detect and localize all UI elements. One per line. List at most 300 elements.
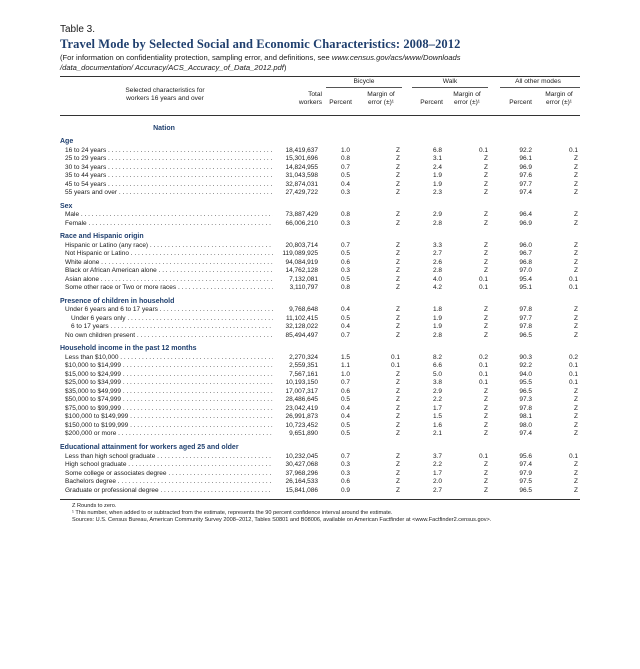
row-label: Graduate or professional degree . . . bbox=[65, 487, 273, 496]
walk-moe-cell: Z bbox=[484, 396, 488, 404]
other-moe-cell: Z bbox=[574, 250, 578, 258]
total-workers-cell: 18,419,637 bbox=[285, 146, 318, 154]
walk-moe-cell: Z bbox=[484, 314, 488, 322]
row-label: 55 years and over . . . bbox=[65, 189, 273, 198]
other-moe-cell: 0.1 bbox=[568, 370, 578, 378]
bicycle-percent-header: Percent bbox=[329, 99, 352, 106]
walk-moe-cell: Z bbox=[484, 155, 488, 163]
walk-percent-cell: 4.2 bbox=[432, 284, 442, 292]
bicycle-percent-cell: 0.3 bbox=[340, 267, 350, 275]
table-row bbox=[60, 470, 580, 479]
other-percent-cell: 97.5 bbox=[519, 478, 532, 486]
bicycle-moe-cell: Z bbox=[396, 241, 400, 249]
total-workers-cell: 3,110,797 bbox=[289, 284, 318, 292]
bicycle-moe-cell: Z bbox=[396, 172, 400, 180]
table-row bbox=[60, 172, 580, 181]
table-row bbox=[60, 315, 580, 324]
walk-percent-cell: 2.9 bbox=[432, 211, 442, 219]
table-row bbox=[60, 164, 580, 173]
footnote-source: Sources: U.S. Census Bureau, American Community Survey 2008–2012, Tables S0801 and B08006, available on American Factfinder at <www.Factfinder2.census.gov>. bbox=[72, 517, 492, 524]
walk-moe-cell: Z bbox=[484, 486, 488, 494]
table-row bbox=[60, 211, 580, 220]
row-label: High school graduate . . . bbox=[65, 461, 273, 470]
other-percent-cell: 97.7 bbox=[519, 180, 532, 188]
table-document bbox=[60, 24, 580, 524]
total-workers-cell: 7,567,161 bbox=[289, 370, 318, 378]
other-moe-cell: Z bbox=[574, 421, 578, 429]
other-percent-cell: 97.4 bbox=[519, 430, 532, 438]
bicycle-percent-cell: 0.5 bbox=[340, 396, 350, 404]
bicycle-percent-cell: 0.3 bbox=[340, 219, 350, 227]
table-row bbox=[60, 276, 580, 285]
bicycle-percent-cell: 0.6 bbox=[340, 387, 350, 395]
walk-moe-line2: error (±)¹ bbox=[454, 99, 480, 106]
walk-moe-cell: 0.1 bbox=[478, 275, 488, 283]
bicycle-percent-cell: 0.4 bbox=[340, 180, 350, 188]
bicycle-moe-cell: Z bbox=[396, 387, 400, 395]
table-row bbox=[60, 388, 580, 397]
total-workers-cell: 23,042,419 bbox=[285, 404, 318, 412]
table-bottom-rule bbox=[60, 499, 580, 500]
other-moe-cell: Z bbox=[574, 413, 578, 421]
walk-percent-cell: 1.9 bbox=[432, 172, 442, 180]
other-percent-cell: 96.1 bbox=[519, 155, 532, 163]
total-workers-cell: 2,270,324 bbox=[289, 353, 318, 361]
row-label: Some college or associates degree . . . bbox=[65, 470, 273, 479]
walk-header-rule bbox=[412, 87, 488, 88]
total-workers-cell: 66,006,210 bbox=[285, 219, 318, 227]
other-moe-cell: Z bbox=[574, 267, 578, 275]
table-row bbox=[60, 371, 580, 380]
table-title: Travel Mode by Selected Social and Economic Characteristics: 2008–2012 bbox=[60, 37, 461, 51]
walk-percent-cell: 5.0 bbox=[432, 370, 442, 378]
other-moe-cell: Z bbox=[574, 189, 578, 197]
table-row bbox=[60, 478, 580, 487]
total-workers-cell: 73,887,429 bbox=[285, 211, 318, 219]
row-label: Bachelors degree . . . bbox=[65, 478, 273, 487]
walk-percent-cell: 3.3 bbox=[432, 241, 442, 249]
bicycle-percent-cell: 0.6 bbox=[340, 478, 350, 486]
other-percent-cell: 97.9 bbox=[519, 469, 532, 477]
other-percent-cell: 94.0 bbox=[519, 370, 532, 378]
walk-moe-cell: Z bbox=[484, 189, 488, 197]
bicycle-moe-cell: Z bbox=[396, 370, 400, 378]
total-workers-cell: 94,084,919 bbox=[285, 258, 318, 266]
walk-moe-cell: Z bbox=[484, 172, 488, 180]
walk-moe-line1: Margin of bbox=[453, 91, 481, 98]
walk-percent-cell: 6.8 bbox=[432, 146, 442, 154]
bicycle-percent-cell: 0.5 bbox=[340, 172, 350, 180]
walk-moe-cell: Z bbox=[484, 478, 488, 486]
row-label: $100,000 to $149,999 . . . bbox=[65, 413, 273, 422]
table-header bbox=[60, 76, 580, 132]
other-percent-cell: 96.5 bbox=[519, 486, 532, 494]
other-header-rule bbox=[500, 87, 580, 88]
row-label: Less than $10,000 . . . bbox=[65, 354, 273, 363]
bicycle-moe-cell: Z bbox=[396, 180, 400, 188]
walk-moe-cell: Z bbox=[484, 331, 488, 339]
bicycle-moe-cell: Z bbox=[396, 396, 400, 404]
bicycle-percent-cell: 0.4 bbox=[340, 413, 350, 421]
bicycle-moe-cell: Z bbox=[396, 379, 400, 387]
other-percent-cell: 96.7 bbox=[519, 250, 532, 258]
bicycle-moe-cell: Z bbox=[396, 306, 400, 314]
total-workers-cell: 32,128,022 bbox=[285, 323, 318, 331]
bicycle-moe-line2: error (±)¹ bbox=[368, 99, 394, 106]
row-label: Under 6 years and 6 to 17 years . . . bbox=[65, 306, 273, 315]
bicycle-moe-cell: Z bbox=[396, 413, 400, 421]
other-moe-cell: 0.1 bbox=[568, 146, 578, 154]
footnote-z: Z Rounds to zero. bbox=[72, 503, 117, 510]
section-title: Presence of children in household bbox=[60, 297, 175, 305]
walk-percent-cell: 2.2 bbox=[432, 461, 442, 469]
other-percent-cell: 96.0 bbox=[519, 241, 532, 249]
walk-percent-cell: 1.9 bbox=[432, 180, 442, 188]
note-close: ) bbox=[283, 62, 287, 72]
walk-percent-cell: 3.8 bbox=[432, 379, 442, 387]
row-label: $15,000 to $24,999 . . . bbox=[65, 371, 273, 380]
note-url-part-1: www.census.gov/acs/www/Downloads bbox=[331, 53, 461, 62]
other-percent-cell: 96.9 bbox=[519, 219, 532, 227]
row-label: $75,000 to $99,999 . . . bbox=[65, 405, 273, 414]
other-moe-cell: Z bbox=[574, 387, 578, 395]
other-moe-cell: 0.1 bbox=[568, 275, 578, 283]
other-percent-cell: 97.6 bbox=[519, 172, 532, 180]
table-row bbox=[60, 461, 580, 470]
row-label: Less than high school graduate . . . bbox=[65, 453, 273, 462]
walk-moe-cell: Z bbox=[484, 250, 488, 258]
row-label: Female . . . bbox=[65, 220, 273, 229]
walk-percent-cell: 1.9 bbox=[432, 314, 442, 322]
bicycle-percent-cell: 0.4 bbox=[340, 404, 350, 412]
bicycle-percent-cell: 0.5 bbox=[340, 275, 350, 283]
table-section bbox=[60, 138, 580, 198]
walk-percent-cell: 3.7 bbox=[432, 452, 442, 460]
table-section bbox=[60, 298, 580, 341]
bicycle-moe-cell: Z bbox=[396, 267, 400, 275]
walk-moe-cell: Z bbox=[484, 306, 488, 314]
walk-moe-cell: Z bbox=[484, 219, 488, 227]
walk-percent-cell: 6.6 bbox=[432, 362, 442, 370]
table-row bbox=[60, 242, 580, 251]
bicycle-moe-cell: Z bbox=[396, 189, 400, 197]
row-label: $35,000 to $49,999 . . . bbox=[65, 388, 273, 397]
row-label: 16 to 24 years . . . bbox=[65, 147, 273, 156]
other-percent-cell: 95.1 bbox=[519, 284, 532, 292]
table-section bbox=[60, 444, 580, 495]
table-row bbox=[60, 405, 580, 414]
walk-moe-cell: Z bbox=[484, 469, 488, 477]
bicycle-moe-cell: Z bbox=[396, 155, 400, 163]
row-label: Under 6 years only . . . bbox=[71, 315, 273, 324]
characteristics-header-line2: workers 16 years and over bbox=[126, 95, 204, 102]
nation-label: Nation bbox=[153, 125, 175, 132]
other-percent-cell: 90.3 bbox=[519, 353, 532, 361]
row-label: 35 to 44 years . . . bbox=[65, 172, 273, 181]
total-workers-cell: 28,486,645 bbox=[285, 396, 318, 404]
bicycle-moe-cell: Z bbox=[396, 323, 400, 331]
other-percent-cell: 97.4 bbox=[519, 461, 532, 469]
other-percent-cell: 98.1 bbox=[519, 413, 532, 421]
walk-percent-cell: 2.3 bbox=[432, 189, 442, 197]
bicycle-percent-cell: 1.0 bbox=[340, 370, 350, 378]
total-workers-cell: 15,841,086 bbox=[285, 486, 318, 494]
table-row bbox=[60, 181, 580, 190]
total-workers-cell: 10,193,150 bbox=[285, 379, 318, 387]
other-moe-cell: Z bbox=[574, 180, 578, 188]
other-percent-cell: 96.5 bbox=[519, 331, 532, 339]
other-moe-header bbox=[538, 91, 580, 107]
total-workers-cell: 15,301,696 bbox=[285, 155, 318, 163]
row-label: $150,000 to $199,999 . . . bbox=[65, 422, 273, 431]
walk-percent-cell: 1.7 bbox=[432, 404, 442, 412]
row-label: $50,000 to $74,999 . . . bbox=[65, 396, 273, 405]
bicycle-header: Bicycle bbox=[353, 78, 375, 85]
walk-percent-cell: 2.1 bbox=[432, 430, 442, 438]
walk-moe-cell: Z bbox=[484, 258, 488, 266]
walk-percent-cell: 2.8 bbox=[432, 331, 442, 339]
characteristics-header-line1: Selected characteristics for bbox=[125, 87, 205, 94]
total-workers-cell: 37,968,296 bbox=[285, 469, 318, 477]
other-moe-line1: Margin of bbox=[545, 91, 573, 98]
row-label: $200,000 or more . . . bbox=[65, 430, 273, 439]
walk-moe-cell: 0.2 bbox=[478, 353, 488, 361]
walk-percent-cell: 1.9 bbox=[432, 323, 442, 331]
table-section bbox=[60, 233, 580, 293]
walk-moe-cell: Z bbox=[484, 241, 488, 249]
bicycle-moe-cell: Z bbox=[396, 430, 400, 438]
walk-percent-cell: 4.0 bbox=[432, 275, 442, 283]
bicycle-percent-cell: 0.5 bbox=[340, 250, 350, 258]
other-moe-cell: Z bbox=[574, 163, 578, 171]
characteristics-header bbox=[60, 87, 270, 103]
section-title: Educational attainment for workers aged 25 and older bbox=[60, 443, 239, 451]
total-header-line2: workers bbox=[298, 99, 322, 106]
bicycle-percent-cell: 0.3 bbox=[340, 469, 350, 477]
table-row bbox=[60, 189, 580, 198]
other-moe-cell: Z bbox=[574, 314, 578, 322]
other-moe-cell: Z bbox=[574, 430, 578, 438]
walk-moe-cell: Z bbox=[484, 413, 488, 421]
bicycle-percent-cell: 0.7 bbox=[340, 452, 350, 460]
total-workers-cell: 14,824,955 bbox=[285, 163, 318, 171]
walk-percent-cell: 2.6 bbox=[432, 258, 442, 266]
total-workers-header bbox=[282, 91, 322, 107]
bicycle-moe-cell: Z bbox=[396, 146, 400, 154]
table-section bbox=[60, 203, 580, 229]
bicycle-moe-header bbox=[360, 91, 402, 107]
table-row bbox=[60, 323, 580, 332]
total-workers-cell: 119,089,925 bbox=[282, 250, 318, 258]
table-row bbox=[60, 220, 580, 229]
total-workers-cell: 11,102,415 bbox=[285, 314, 318, 322]
bicycle-percent-cell: 0.4 bbox=[340, 306, 350, 314]
other-percent-cell: 98.0 bbox=[519, 421, 532, 429]
table-row bbox=[60, 354, 580, 363]
other-moe-cell: Z bbox=[574, 404, 578, 412]
other-modes-header: All other modes bbox=[515, 78, 561, 85]
bicycle-percent-cell: 0.5 bbox=[340, 421, 350, 429]
walk-percent-cell: 2.2 bbox=[432, 396, 442, 404]
bicycle-moe-cell: Z bbox=[396, 314, 400, 322]
walk-moe-cell: Z bbox=[484, 211, 488, 219]
table-row bbox=[60, 155, 580, 164]
other-moe-cell: Z bbox=[574, 172, 578, 180]
table-row bbox=[60, 453, 580, 462]
bicycle-percent-cell: 0.8 bbox=[340, 211, 350, 219]
table-row bbox=[60, 413, 580, 422]
other-moe-cell: Z bbox=[574, 219, 578, 227]
footnote-moe: ¹ This number, when added to or subtracted from the estimate, represents the 90 percent confidence interval around the estimate. bbox=[72, 510, 393, 517]
table-row bbox=[60, 259, 580, 268]
total-workers-cell: 26,164,533 bbox=[285, 478, 318, 486]
total-header-line1: Total bbox=[308, 91, 322, 98]
table-row bbox=[60, 147, 580, 156]
walk-moe-cell: 0.1 bbox=[478, 284, 488, 292]
bicycle-percent-cell: 0.4 bbox=[340, 323, 350, 331]
other-moe-cell: Z bbox=[574, 241, 578, 249]
row-label: $10,000 to $14,999 . . . bbox=[65, 362, 273, 371]
walk-moe-cell: Z bbox=[484, 461, 488, 469]
walk-moe-cell: Z bbox=[484, 404, 488, 412]
other-percent-cell: 95.5 bbox=[519, 379, 532, 387]
table-row bbox=[60, 422, 580, 431]
walk-moe-cell: Z bbox=[484, 163, 488, 171]
bicycle-percent-cell: 0.9 bbox=[340, 486, 350, 494]
walk-percent-cell: 2.7 bbox=[432, 486, 442, 494]
walk-percent-cell: 2.7 bbox=[432, 250, 442, 258]
row-label: Not Hispanic or Latino . . . bbox=[65, 250, 273, 259]
bicycle-moe-cell: Z bbox=[396, 163, 400, 171]
total-workers-cell: 27,429,722 bbox=[285, 189, 318, 197]
table-row bbox=[60, 332, 580, 341]
table-row bbox=[60, 250, 580, 259]
walk-moe-cell: 0.1 bbox=[478, 370, 488, 378]
bicycle-percent-cell: 1.1 bbox=[340, 362, 350, 370]
other-moe-cell: Z bbox=[574, 306, 578, 314]
table-section bbox=[60, 345, 580, 439]
bicycle-percent-cell: 0.5 bbox=[340, 314, 350, 322]
walk-percent-cell: 1.7 bbox=[432, 469, 442, 477]
table-note bbox=[60, 53, 580, 72]
table-body bbox=[60, 138, 580, 495]
bicycle-percent-cell: 0.3 bbox=[340, 461, 350, 469]
note-url-part-2: /data_documentation/ Accuracy/ACS_Accuracy_of_Data_2012.pdf bbox=[60, 62, 284, 72]
bicycle-moe-cell: Z bbox=[396, 469, 400, 477]
walk-moe-cell: Z bbox=[484, 387, 488, 395]
bicycle-moe-cell: 0.1 bbox=[390, 362, 400, 370]
other-moe-cell: 0.1 bbox=[568, 284, 578, 292]
other-percent-cell: 97.8 bbox=[519, 404, 532, 412]
bicycle-moe-cell: Z bbox=[396, 486, 400, 494]
total-workers-cell: 31,043,598 bbox=[285, 172, 318, 180]
table-row bbox=[60, 379, 580, 388]
total-workers-cell: 9,651,890 bbox=[289, 430, 318, 438]
other-moe-cell: Z bbox=[574, 396, 578, 404]
other-percent-cell: 96.5 bbox=[519, 387, 532, 395]
other-percent-cell: 96.4 bbox=[519, 211, 532, 219]
walk-percent-cell: 2.4 bbox=[432, 163, 442, 171]
row-label: 30 to 34 years . . . bbox=[65, 164, 273, 173]
table-row bbox=[60, 284, 580, 293]
walk-percent-cell: 2.0 bbox=[432, 478, 442, 486]
bicycle-header-rule bbox=[326, 87, 402, 88]
walk-moe-cell: 0.1 bbox=[478, 452, 488, 460]
total-workers-cell: 9,768,648 bbox=[289, 306, 318, 314]
bicycle-moe-line1: Margin of bbox=[367, 91, 395, 98]
walk-moe-cell: 0.1 bbox=[478, 146, 488, 154]
walk-moe-cell: Z bbox=[484, 180, 488, 188]
bicycle-moe-cell: Z bbox=[396, 404, 400, 412]
other-percent-header: Percent bbox=[509, 99, 532, 106]
bicycle-percent-cell: 0.7 bbox=[340, 163, 350, 171]
walk-percent-cell: 8.2 bbox=[432, 353, 442, 361]
walk-percent-header: Percent bbox=[420, 99, 443, 106]
bicycle-moe-cell: Z bbox=[396, 452, 400, 460]
bicycle-percent-cell: 1.5 bbox=[340, 353, 350, 361]
total-workers-cell: 2,559,351 bbox=[289, 362, 318, 370]
bicycle-percent-cell: 0.3 bbox=[340, 189, 350, 197]
total-workers-cell: 17,007,317 bbox=[285, 387, 318, 395]
total-workers-cell: 7,132,081 bbox=[289, 275, 318, 283]
other-percent-cell: 97.8 bbox=[519, 323, 532, 331]
table-row bbox=[60, 362, 580, 371]
total-workers-cell: 10,723,452 bbox=[285, 421, 318, 429]
table-number: Table 3. bbox=[60, 24, 96, 35]
row-label: 6 to 17 years . . . bbox=[71, 323, 273, 332]
other-moe-cell: Z bbox=[574, 155, 578, 163]
other-moe-cell: Z bbox=[574, 331, 578, 339]
table-row bbox=[60, 396, 580, 405]
walk-percent-cell: 1.8 bbox=[432, 306, 442, 314]
other-moe-cell: 0.1 bbox=[568, 452, 578, 460]
other-percent-cell: 97.8 bbox=[519, 306, 532, 314]
other-moe-cell: Z bbox=[574, 461, 578, 469]
footnotes bbox=[60, 503, 580, 524]
row-label: 25 to 29 years . . . bbox=[65, 155, 273, 164]
table-row bbox=[60, 267, 580, 276]
bicycle-percent-cell: 0.7 bbox=[340, 241, 350, 249]
total-workers-cell: 85,494,497 bbox=[285, 331, 318, 339]
section-title: Race and Hispanic origin bbox=[60, 233, 144, 241]
bicycle-percent-cell: 0.7 bbox=[340, 379, 350, 387]
other-percent-cell: 97.0 bbox=[519, 267, 532, 275]
other-moe-cell: Z bbox=[574, 486, 578, 494]
other-moe-cell: Z bbox=[574, 211, 578, 219]
section-title: Household income in the past 12 months bbox=[60, 345, 197, 353]
row-label: $25,000 to $34,999 . . . bbox=[65, 379, 273, 388]
total-workers-cell: 32,874,031 bbox=[285, 180, 318, 188]
other-percent-cell: 96.8 bbox=[519, 258, 532, 266]
table-row bbox=[60, 306, 580, 315]
other-moe-cell: Z bbox=[574, 258, 578, 266]
bicycle-moe-cell: Z bbox=[396, 275, 400, 283]
walk-percent-cell: 1.6 bbox=[432, 421, 442, 429]
total-workers-cell: 10,232,045 bbox=[285, 452, 318, 460]
row-label: No own children present . . . bbox=[65, 332, 273, 341]
table-row bbox=[60, 487, 580, 496]
row-label: White alone . . . bbox=[65, 259, 273, 268]
walk-percent-cell: 2.8 bbox=[432, 219, 442, 227]
other-moe-cell: 0.2 bbox=[568, 353, 578, 361]
bicycle-moe-cell: Z bbox=[396, 331, 400, 339]
row-label: Hispanic or Latino (any race) . . . bbox=[65, 242, 273, 251]
walk-moe-cell: Z bbox=[484, 430, 488, 438]
other-moe-cell: 0.1 bbox=[568, 362, 578, 370]
table-row bbox=[60, 430, 580, 439]
total-workers-cell: 30,427,068 bbox=[285, 461, 318, 469]
row-label: 45 to 54 years . . . bbox=[65, 181, 273, 190]
